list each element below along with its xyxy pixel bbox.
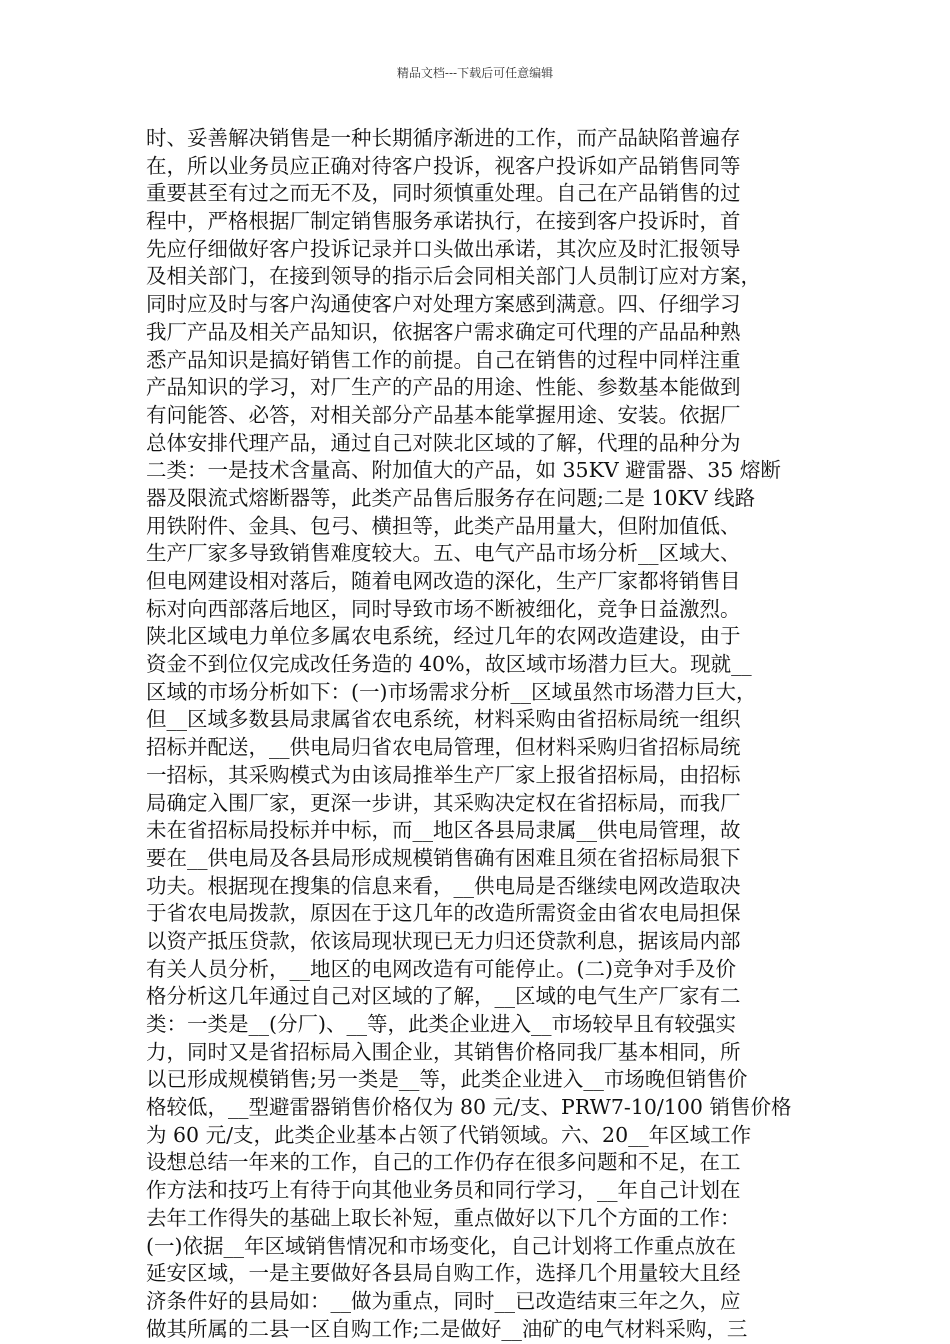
text-line: 格分析这几年通过自己对区域的了解，__区域的电气生产厂家有二 — [146, 984, 741, 1009]
text-line: 器及限流式熔断器等，此类产品售后服务存在问题;二是 10KV 线路 — [146, 485, 756, 510]
text-line: 以已形成规模销售;另一类是__等，此类企业进入__市场晚但销售价 — [146, 1067, 748, 1092]
text-line: 延安区域，一是主要做好各县局自购工作，选择几个用量较大且经 — [146, 1261, 741, 1286]
text-line: 局确定入围厂家，更深一步讲，其采购决定权在省招标局，而我厂 — [146, 790, 741, 815]
text-line: 先应仔细做好客户投诉记录并口头做出承诺，其次应及时汇报领导 — [146, 236, 741, 261]
text-line: 但__区域多数县局隶属省农电系统，材料采购由省招标局统一组织 — [146, 707, 741, 732]
text-line: 招标并配送，__供电局归省农电局管理，但材料采购归省招标局统 — [146, 735, 741, 760]
text-line: 做其所属的二县一区自购工作;二是做好__油矿的电气材料采购，三 — [146, 1316, 748, 1341]
text-line: 同时应及时与客户沟通使客户对处理方案感到满意。四、仔细学习 — [146, 292, 741, 317]
text-line: 产品知识的学习，对厂生产的产品的用途、性能、参数基本能做到 — [146, 375, 741, 400]
text-line: 有关人员分析，__地区的电网改造有可能停止。(二)竞争对手及价 — [146, 956, 736, 981]
text-line: 悉产品知识是搞好销售工作的前提。自己在销售的过程中同样注重 — [146, 347, 741, 372]
text-line: 济条件好的县局如：__做为重点，同时__已改造结束三年之久，应 — [146, 1288, 741, 1313]
text-line: 类：一类是__(分厂)、__等，此类企业进入__市场较早且有较强实 — [146, 1012, 736, 1036]
text-line: 陕北区域电力单位多属农电系统，经过几年的农网改造建设，由于 — [146, 624, 741, 649]
text-line: 有问能答、必答，对相关部分产品基本能掌握用途、安装。依据厂 — [146, 402, 741, 427]
text-line: 但电网建设相对落后，随着电网改造的深化，生产厂家都将销售目 — [146, 569, 741, 593]
text-line: 去年工作得失的基础上取长补短，重点做好以下几个方面的工作： — [146, 1205, 741, 1230]
text-line: 及相关部门，在接到领导的指示后会同相关部门人员制订应对方案， — [146, 264, 761, 289]
text-line: 资金不到位仅完成改任务造的 40%，故区域市场潜力巨大。现就__ — [146, 652, 752, 677]
text-line: 设想总结一年来的工作，自己的工作仍存在很多问题和不足，在工 — [146, 1150, 741, 1175]
text-line: 重要甚至有过之而无不及，同时须慎重处理。自己在产品销售的过 — [146, 181, 741, 206]
text-line: 功夫。根据现在搜集的信息来看，__供电局是否继续电网改造取决 — [146, 873, 741, 898]
text-line: 于省农电局拨款，原因在于这几年的改造所需资金由省农电局担保 — [146, 901, 741, 926]
text-line: 格较低，__型避雷器销售价格仅为 80 元/支、PRW7-10/100 销售价格 — [146, 1095, 792, 1120]
text-line: 标对向西部落后地区，同时导致市场不断被细化，竞争日益激烈。 — [146, 596, 741, 621]
text-line: 要在__供电局及各县局形成规模销售确有困难且须在省招标局狠下 — [146, 845, 741, 870]
text-line: 未在省招标局投标并中标，而__地区各县局隶属__供电局管理，故 — [146, 818, 741, 843]
text-line: 作方法和技巧上有待于向其他业务员和同行学习，__年自己计划在 — [146, 1178, 741, 1203]
text-line: 用铁附件、金具、包弓、横担等，此类产品用量大，但附加值低、 — [146, 513, 741, 538]
text-line: 我厂产品及相关产品知识，依据客户需求确定可代理的产品品种熟 — [146, 319, 741, 344]
text-line: 力，同时又是省招标局入围企业，其销售价格同我厂基本相同，所 — [146, 1039, 741, 1064]
text-line: 生产厂家多导致销售难度较大。五、电气产品市场分析__区域大、 — [146, 541, 741, 566]
page-header: 精品文档---下载后可任意编辑 — [396, 66, 554, 80]
text-line: 为 60 元/支，此类企业基本占领了代销领域。六、20__年区域工作 — [146, 1122, 752, 1147]
text-line: 以资产抵压贷款，依该局现状现已无力归还贷款利息，据该局内部 — [146, 928, 741, 953]
text-line: 一招标，其采购模式为由该局推举生产厂家上报省招标局，由招标 — [146, 762, 741, 787]
text-line: 区域的市场分析如下：(一)市场需求分析__区域虽然市场潜力巨大， — [146, 679, 757, 704]
document-body — [146, 125, 816, 1343]
text-line: 总体安排代理产品，通过自己对陕北区域的了解，代理的品种分为 — [146, 430, 741, 455]
text-line: 程中，严格根据厂制定销售服务承诺执行，在接到客户投诉时，首 — [146, 209, 741, 234]
text-line: 在，所以业务员应正确对待客户投诉，视客户投诉如产品销售同等 — [146, 153, 741, 178]
text-line: 时、妥善解决销售是一种长期循序渐进的工作，而产品缺陷普遍存 — [146, 126, 741, 150]
text-line: 二类：一是技术含量高、附加值大的产品，如 35KV 避雷器、35 熔断 — [146, 458, 781, 483]
text-line: (一)依据__年区域销售情况和市场变化，自己计划将工作重点放在 — [146, 1233, 736, 1258]
